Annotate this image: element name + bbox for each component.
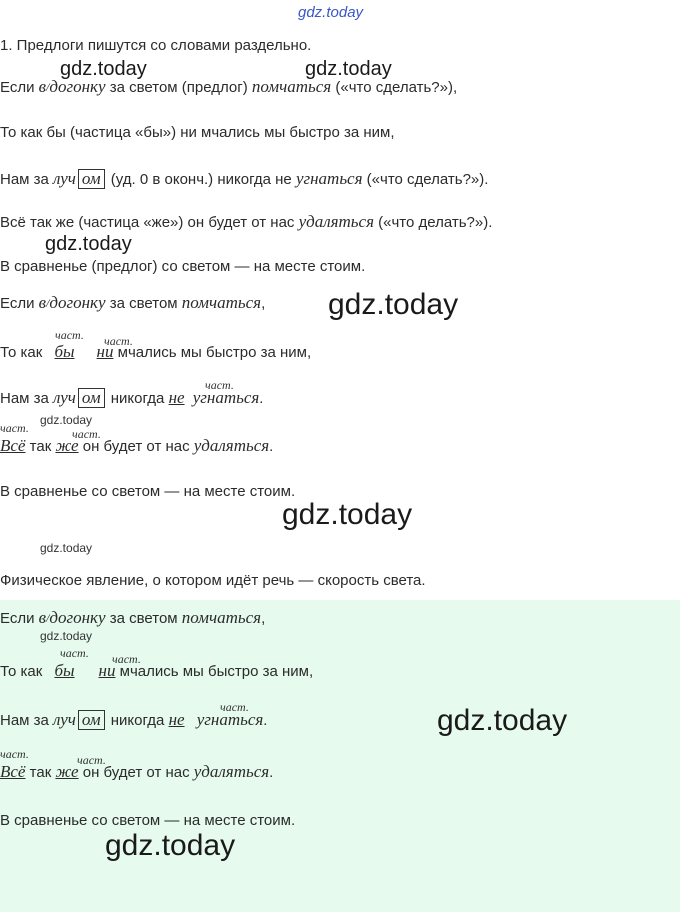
watermark: gdz.today [40,629,93,643]
watermark: gdz.today [45,233,132,255]
watermark: gdz.today [40,541,93,555]
watermark: gdz.today [305,58,392,80]
watermark: gdz.today [328,288,459,321]
tag-part: част. [220,700,249,714]
watermark: gdz.today [282,498,413,531]
b3-line5: В сравненье со светом — на месте стоим. [0,812,296,829]
b1-line2: То как бы (частица «бы») ни мчались мы быстро за ним, [0,124,395,141]
watermark: gdz.today [60,58,147,80]
b2-line4: Всё так же он будет от нас удаляться. [0,436,274,455]
b2-line3: Нам за луч ом никогда не угнаться. [0,388,264,407]
b3-line1: Если в/догонку за светом помчаться, [0,608,266,627]
watermark: gdz.today [40,413,93,427]
b1-line5: В сравненье (предлог) со светом — на месте стоим. [0,258,366,275]
b3-line4: Всё так же он будет от нас удаляться. [0,762,274,781]
tag-part: част. [77,753,106,767]
tag-part: част. [55,328,84,342]
tag-part: част. [205,378,234,392]
rule-heading: 1. Предлоги пишутся со словами раздельно. [0,37,312,54]
tag-part: част. [104,334,133,348]
b2-line2: То как бы ни мчались мы быстро за ним, [0,342,312,361]
tag-part: част. [112,652,141,666]
top-watermark: gdz.today [298,4,364,21]
b1-line3: Нам за луч ом (уд. 0 в оконч.) никогда не угнаться («что сделать?»). [0,169,489,188]
b2-line5: В сравненье со светом — на месте стоим. [0,483,296,500]
tag-part: част. [72,427,101,441]
b1-line1: Если в/догонку за светом (предлог) помчаться («что сделать?»), [0,77,458,96]
physics-statement: Физическое явление, о котором идёт речь — скорость света. [0,572,426,589]
b1-line4: Всё так же (частица «же») он будет от нас удаляться («что делать?»). [0,212,493,231]
tag-part: част. [0,421,29,435]
b2-line1: Если в/догонку за светом помчаться, [0,293,266,312]
tag-part: част. [0,747,29,761]
b3-line2: То как бы ни мчались мы быстро за ним, [0,661,314,680]
watermark: gdz.today [437,704,568,737]
watermark: gdz.today [105,829,236,862]
b3-line3: Нам за луч ом никогда не угнаться. [0,710,268,729]
tag-part: част. [60,646,89,660]
